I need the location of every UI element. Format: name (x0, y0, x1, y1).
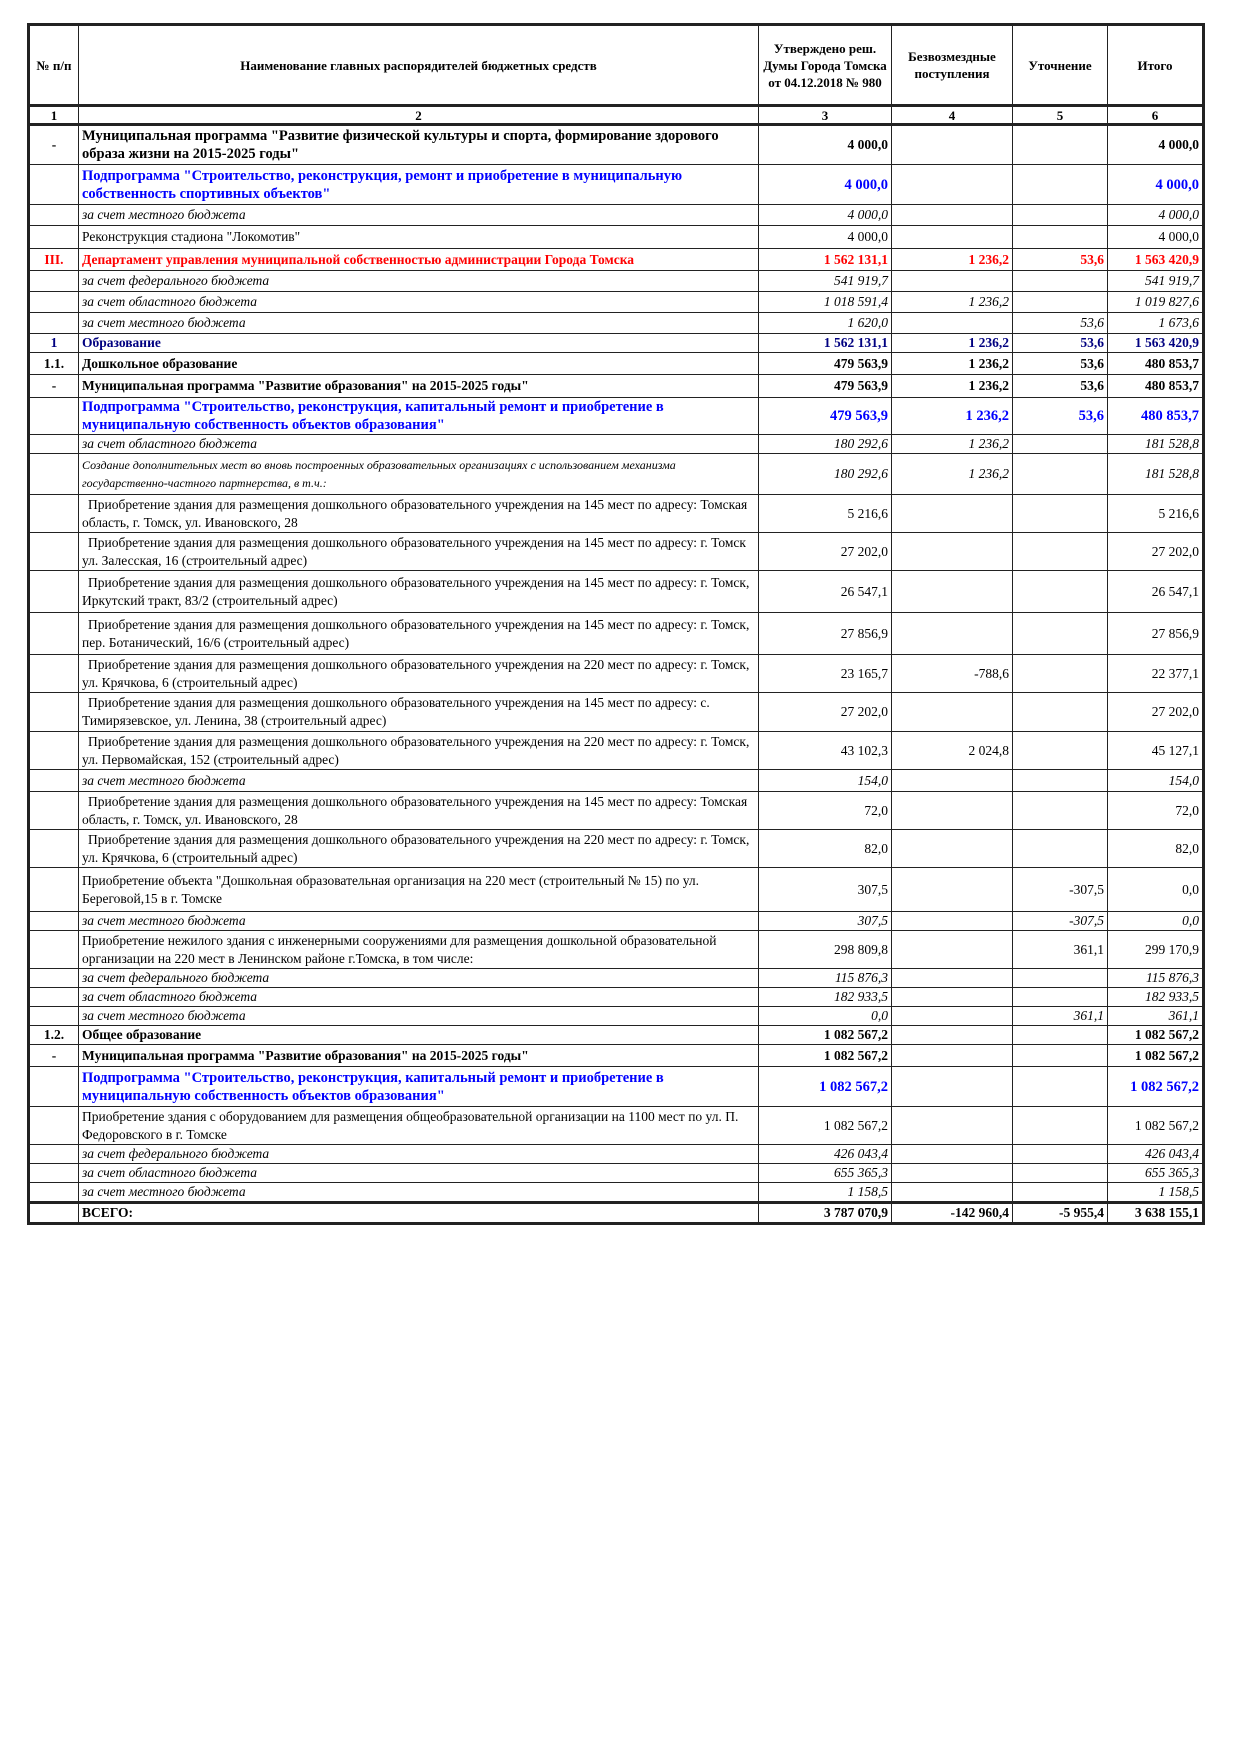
row-adjustment (1013, 454, 1108, 495)
row-grants: 1 236,2 (892, 375, 1013, 398)
row-approved: 154,0 (759, 770, 892, 792)
row-total: 4 000,0 (1108, 125, 1204, 165)
table-row (29, 613, 1204, 655)
table-row (29, 165, 1204, 205)
row-grants (892, 1145, 1013, 1164)
row-adjustment (1013, 770, 1108, 792)
row-grants (892, 1026, 1013, 1045)
row-approved: 182 933,5 (759, 988, 892, 1007)
table-row (29, 1007, 1204, 1026)
row-number: - (29, 125, 79, 165)
row-number (29, 912, 79, 931)
row-total: 1 563 420,9 (1108, 249, 1204, 271)
row-approved: 180 292,6 (759, 435, 892, 454)
table-row (29, 313, 1204, 334)
row-grants (892, 868, 1013, 912)
row-approved: 1 082 567,2 (759, 1067, 892, 1107)
row-approved: 479 563,9 (759, 375, 892, 398)
row-grants (892, 792, 1013, 830)
row-grants (892, 226, 1013, 249)
row-grants: 1 236,2 (892, 249, 1013, 271)
table-row (29, 495, 1204, 533)
row-approved: 655 365,3 (759, 1164, 892, 1183)
row-total: 45 127,1 (1108, 732, 1204, 770)
row-name: за счет федерального бюджета (79, 271, 759, 292)
row-total: 1 082 567,2 (1108, 1045, 1204, 1067)
row-total: 1 673,6 (1108, 313, 1204, 334)
row-adjustment (1013, 292, 1108, 313)
row-grants (892, 533, 1013, 571)
row-adjustment (1013, 1045, 1108, 1067)
row-adjustment (1013, 1107, 1108, 1145)
row-number (29, 792, 79, 830)
row-approved: 26 547,1 (759, 571, 892, 613)
row-approved: 180 292,6 (759, 454, 892, 495)
row-approved: 298 809,8 (759, 931, 892, 969)
column-number: 2 (79, 106, 759, 125)
row-adjustment: 53,6 (1013, 313, 1108, 334)
row-name: за счет областного бюджета (79, 435, 759, 454)
row-adjustment (1013, 830, 1108, 868)
row-total: 1 082 567,2 (1108, 1026, 1204, 1045)
row-name: за счет федерального бюджета (79, 969, 759, 988)
row-name: за счет областного бюджета (79, 1164, 759, 1183)
row-total: 4 000,0 (1108, 165, 1204, 205)
row-number (29, 495, 79, 533)
row-total: 1 082 567,2 (1108, 1067, 1204, 1107)
row-grants (892, 1045, 1013, 1067)
row-name: Муниципальная программа "Развитие образования" на 2015-2025 годы" (79, 1045, 759, 1067)
row-total: 299 170,9 (1108, 931, 1204, 969)
header-name: Наименование главных распорядителей бюджетных средств (79, 25, 759, 106)
row-adjustment: 53,6 (1013, 353, 1108, 375)
row-total: 655 365,3 (1108, 1164, 1204, 1183)
row-name: Приобретение здания для размещения дошкольного образовательного учреждения на 220 мест по адресу: г. Томск, ул. Крячкова, 6 (строительный адрес) (79, 655, 759, 693)
row-name: Муниципальная программа "Развитие образования" на 2015-2025 годы" (79, 375, 759, 398)
row-adjustment (1013, 495, 1108, 533)
table-row (29, 249, 1204, 271)
budget-document-page (27, 23, 1199, 1225)
total-label: ВСЕГО: (79, 1203, 759, 1224)
table-row (29, 912, 1204, 931)
row-number (29, 613, 79, 655)
row-total: 26 547,1 (1108, 571, 1204, 613)
row-adjustment (1013, 271, 1108, 292)
row-grants: 1 236,2 (892, 334, 1013, 353)
total-approved: 3 787 070,9 (759, 1203, 892, 1224)
row-total: 426 043,4 (1108, 1145, 1204, 1164)
row-total: 115 876,3 (1108, 969, 1204, 988)
row-total: 27 202,0 (1108, 693, 1204, 732)
row-total: 154,0 (1108, 770, 1204, 792)
row-number (29, 988, 79, 1007)
row-approved: 1 562 131,1 (759, 334, 892, 353)
row-adjustment (1013, 1164, 1108, 1183)
table-row (29, 655, 1204, 693)
row-approved: 1 082 567,2 (759, 1026, 892, 1045)
table-row (29, 770, 1204, 792)
row-number (29, 1145, 79, 1164)
row-number (29, 693, 79, 732)
row-grants (892, 205, 1013, 226)
row-total: 182 933,5 (1108, 988, 1204, 1007)
row-total: 1 019 827,6 (1108, 292, 1204, 313)
row-approved: 23 165,7 (759, 655, 892, 693)
table-row (29, 1145, 1204, 1164)
table-row (29, 375, 1204, 398)
total-sum: 3 638 155,1 (1108, 1203, 1204, 1224)
row-name: Образование (79, 334, 759, 353)
row-grants (892, 1107, 1013, 1145)
total-number (29, 1203, 79, 1224)
row-number (29, 165, 79, 205)
row-total: 72,0 (1108, 792, 1204, 830)
table-body (29, 125, 1204, 1203)
header-approved: Утверждено реш. Думы Города Томска от 04.12.2018 № 980 (759, 25, 892, 106)
row-number (29, 271, 79, 292)
column-number: 1 (29, 106, 79, 125)
row-name: за счет местного бюджета (79, 770, 759, 792)
row-grants (892, 271, 1013, 292)
row-grants (892, 313, 1013, 334)
row-name: Приобретение нежилого здания с инженерными сооружениями для размещения дошкольной образовательной организации на 220 мест в Ленинском районе г.Томска, в том числе: (79, 931, 759, 969)
row-number: - (29, 375, 79, 398)
row-grants (892, 931, 1013, 969)
row-name: за счет федерального бюджета (79, 1145, 759, 1164)
row-adjustment (1013, 693, 1108, 732)
header-total: Итого (1108, 25, 1204, 106)
row-adjustment (1013, 1145, 1108, 1164)
table-row (29, 732, 1204, 770)
table-row (29, 435, 1204, 454)
row-grants (892, 495, 1013, 533)
row-total: 22 377,1 (1108, 655, 1204, 693)
row-approved: 1 082 567,2 (759, 1045, 892, 1067)
row-number (29, 435, 79, 454)
table-row (29, 931, 1204, 969)
row-number (29, 313, 79, 334)
row-adjustment: 53,6 (1013, 334, 1108, 353)
row-total: 27 202,0 (1108, 533, 1204, 571)
row-grants (892, 1183, 1013, 1203)
row-number (29, 454, 79, 495)
row-name: Приобретение здания для размещения дошкольного образовательного учреждения на 145 мест по адресу: Томская область, г. Томск, ул. Ивановского, 28 (79, 792, 759, 830)
row-grants (892, 770, 1013, 792)
row-adjustment (1013, 165, 1108, 205)
row-total: 1 082 567,2 (1108, 1107, 1204, 1145)
row-approved: 426 043,4 (759, 1145, 892, 1164)
row-number: 1 (29, 334, 79, 353)
row-grants (892, 1067, 1013, 1107)
row-total: 181 528,8 (1108, 454, 1204, 495)
row-number (29, 1183, 79, 1203)
row-approved: 1 082 567,2 (759, 1107, 892, 1145)
row-name: Муниципальная программа "Развитие физической культуры и спорта, формирование здорового образа жизни на 2015-2025 годы" (79, 125, 759, 165)
row-name: Приобретение здания с оборудованием для размещения общеобразовательной организации на 1100 мест по ул. П. Федоровского в г. Томске (79, 1107, 759, 1145)
row-adjustment (1013, 226, 1108, 249)
row-number: - (29, 1045, 79, 1067)
row-number (29, 655, 79, 693)
row-adjustment (1013, 571, 1108, 613)
row-name: Департамент управления муниципальной собственностью администрации Города Томска (79, 249, 759, 271)
row-number (29, 398, 79, 435)
row-grants: 2 024,8 (892, 732, 1013, 770)
row-approved: 1 018 591,4 (759, 292, 892, 313)
table-header-row (29, 25, 1204, 106)
row-total: 480 853,7 (1108, 353, 1204, 375)
row-number: 1.1. (29, 353, 79, 375)
row-adjustment (1013, 732, 1108, 770)
row-adjustment (1013, 125, 1108, 165)
table-row (29, 1026, 1204, 1045)
table-row (29, 969, 1204, 988)
row-approved: 27 856,9 (759, 613, 892, 655)
row-grants (892, 1007, 1013, 1026)
row-grants (892, 613, 1013, 655)
row-approved: 1 158,5 (759, 1183, 892, 1203)
row-grants: 1 236,2 (892, 398, 1013, 435)
row-name: за счет местного бюджета (79, 1007, 759, 1026)
row-total: 0,0 (1108, 912, 1204, 931)
budget-table (27, 23, 1205, 1225)
column-number: 6 (1108, 106, 1204, 125)
table-row (29, 1164, 1204, 1183)
row-total: 480 853,7 (1108, 375, 1204, 398)
row-grants (892, 125, 1013, 165)
row-total: 1 158,5 (1108, 1183, 1204, 1203)
row-name: за счет местного бюджета (79, 1183, 759, 1203)
table-row (29, 125, 1204, 165)
table-row (29, 226, 1204, 249)
row-grants: 1 236,2 (892, 292, 1013, 313)
column-number: 3 (759, 106, 892, 125)
row-grants (892, 693, 1013, 732)
row-name: Приобретение здания для размещения дошкольного образовательного учреждения на 220 мест по адресу: г. Томск, ул. Крячкова, 6 (строительный адрес) (79, 830, 759, 868)
row-adjustment (1013, 1067, 1108, 1107)
table-row (29, 988, 1204, 1007)
row-name: Приобретение здания для размещения дошкольного образовательного учреждения на 145 мест по адресу: г. Томск, пер. Ботанический, 16/6 (строительный адрес) (79, 613, 759, 655)
row-number (29, 830, 79, 868)
row-number: III. (29, 249, 79, 271)
row-grants (892, 988, 1013, 1007)
row-approved: 82,0 (759, 830, 892, 868)
row-adjustment (1013, 435, 1108, 454)
row-adjustment (1013, 988, 1108, 1007)
column-number: 5 (1013, 106, 1108, 125)
header-adjustment: Уточнение (1013, 25, 1108, 106)
row-adjustment (1013, 655, 1108, 693)
row-approved: 307,5 (759, 912, 892, 931)
table-row (29, 454, 1204, 495)
row-approved: 115 876,3 (759, 969, 892, 988)
row-number (29, 533, 79, 571)
row-adjustment: 53,6 (1013, 375, 1108, 398)
table-row (29, 271, 1204, 292)
row-total: 0,0 (1108, 868, 1204, 912)
table-row (29, 1067, 1204, 1107)
row-grants: 1 236,2 (892, 435, 1013, 454)
column-number-row (29, 106, 1204, 125)
row-approved: 5 216,6 (759, 495, 892, 533)
row-approved: 43 102,3 (759, 732, 892, 770)
row-adjustment: 53,6 (1013, 398, 1108, 435)
row-number (29, 1164, 79, 1183)
row-name: за счет областного бюджета (79, 292, 759, 313)
row-name: Дошкольное образование (79, 353, 759, 375)
row-grants (892, 969, 1013, 988)
row-approved: 479 563,9 (759, 353, 892, 375)
row-total: 4 000,0 (1108, 205, 1204, 226)
row-adjustment (1013, 533, 1108, 571)
row-name: Приобретение здания для размещения дошкольного образовательного учреждения на 145 мест по адресу: г. Томск, Иркутский тракт, 83/2 (строительный адрес) (79, 571, 759, 613)
row-name: Приобретение объекта "Дошкольная образовательная организация на 220 мест (строительный № 15) по ул. Береговой,15 в г. Томске (79, 868, 759, 912)
row-approved: 541 919,7 (759, 271, 892, 292)
row-approved: 479 563,9 (759, 398, 892, 435)
row-approved: 1 562 131,1 (759, 249, 892, 271)
row-total: 181 528,8 (1108, 435, 1204, 454)
row-total: 361,1 (1108, 1007, 1204, 1026)
row-number: 1.2. (29, 1026, 79, 1045)
row-adjustment (1013, 1183, 1108, 1203)
total-grants: -142 960,4 (892, 1203, 1013, 1224)
row-name: Подпрограмма "Строительство, реконструкция, капитальный ремонт и приобретение в муниципальную собственность объектов образования" (79, 398, 759, 435)
row-name: Создание дополнительных мест во вновь построенных образовательных организациях с использованием механизма государственно-частного партнерства, в т.ч.: (79, 454, 759, 495)
row-approved: 27 202,0 (759, 533, 892, 571)
row-grants (892, 165, 1013, 205)
row-adjustment: -307,5 (1013, 868, 1108, 912)
row-grants (892, 830, 1013, 868)
row-name: Подпрограмма "Строительство, реконструкция, ремонт и приобретение в муниципальную собственность спортивных объектов" (79, 165, 759, 205)
row-grants (892, 571, 1013, 613)
table-row (29, 830, 1204, 868)
row-approved: 4 000,0 (759, 125, 892, 165)
table-row (29, 571, 1204, 613)
total-adjustment: -5 955,4 (1013, 1203, 1108, 1224)
row-total: 27 856,9 (1108, 613, 1204, 655)
row-number (29, 292, 79, 313)
row-total: 480 853,7 (1108, 398, 1204, 435)
row-grants: 1 236,2 (892, 353, 1013, 375)
row-name: Приобретение здания для размещения дошкольного образовательного учреждения на 220 мест по адресу: г. Томск, ул. Первомайская, 152 (строительный адрес) (79, 732, 759, 770)
row-number (29, 1107, 79, 1145)
row-total: 4 000,0 (1108, 226, 1204, 249)
row-name: Общее образование (79, 1026, 759, 1045)
row-number (29, 969, 79, 988)
table-row (29, 398, 1204, 435)
table-row (29, 533, 1204, 571)
row-adjustment: -307,5 (1013, 912, 1108, 931)
row-number (29, 1067, 79, 1107)
table-row (29, 1183, 1204, 1203)
table-row (29, 1107, 1204, 1145)
row-approved: 307,5 (759, 868, 892, 912)
row-total: 1 563 420,9 (1108, 334, 1204, 353)
row-name: за счет местного бюджета (79, 313, 759, 334)
row-grants (892, 912, 1013, 931)
header-number: № п/п (29, 25, 79, 106)
table-row (29, 792, 1204, 830)
row-number (29, 571, 79, 613)
row-adjustment: 361,1 (1013, 931, 1108, 969)
row-adjustment (1013, 613, 1108, 655)
table-row (29, 353, 1204, 375)
row-number (29, 226, 79, 249)
row-number (29, 732, 79, 770)
row-name: за счет местного бюджета (79, 205, 759, 226)
row-number (29, 770, 79, 792)
row-number (29, 1007, 79, 1026)
row-total: 82,0 (1108, 830, 1204, 868)
row-adjustment (1013, 969, 1108, 988)
table-row (29, 292, 1204, 313)
table-row (29, 693, 1204, 732)
row-approved: 4 000,0 (759, 165, 892, 205)
total-row (29, 1203, 1204, 1224)
row-approved: 72,0 (759, 792, 892, 830)
row-name: Подпрограмма "Строительство, реконструкция, капитальный ремонт и приобретение в муниципальную собственность объектов образования" (79, 1067, 759, 1107)
row-name: за счет местного бюджета (79, 912, 759, 931)
row-total: 5 216,6 (1108, 495, 1204, 533)
row-number (29, 205, 79, 226)
header-grants: Безвозмездные поступления (892, 25, 1013, 106)
table-row (29, 1045, 1204, 1067)
row-adjustment: 361,1 (1013, 1007, 1108, 1026)
row-total: 541 919,7 (1108, 271, 1204, 292)
row-grants: 1 236,2 (892, 454, 1013, 495)
table-row (29, 205, 1204, 226)
table-row (29, 868, 1204, 912)
row-name: Реконструкция стадиона "Локомотив" (79, 226, 759, 249)
row-approved: 4 000,0 (759, 205, 892, 226)
row-adjustment (1013, 1026, 1108, 1045)
row-grants (892, 1164, 1013, 1183)
row-adjustment (1013, 792, 1108, 830)
row-name: Приобретение здания для размещения дошкольного образовательного учреждения на 145 мест по адресу: г. Томск ул. Залесская, 16 (строительный адрес) (79, 533, 759, 571)
row-approved: 27 202,0 (759, 693, 892, 732)
row-name: за счет областного бюджета (79, 988, 759, 1007)
row-number (29, 868, 79, 912)
table-row (29, 334, 1204, 353)
row-approved: 1 620,0 (759, 313, 892, 334)
row-approved: 0,0 (759, 1007, 892, 1026)
row-adjustment: 53,6 (1013, 249, 1108, 271)
row-adjustment (1013, 205, 1108, 226)
row-approved: 4 000,0 (759, 226, 892, 249)
row-number (29, 931, 79, 969)
column-number: 4 (892, 106, 1013, 125)
row-name: Приобретение здания для размещения дошкольного образовательного учреждения на 145 мест по адресу: Томская область, г. Томск, ул. Ивановского, 28 (79, 495, 759, 533)
row-name: Приобретение здания для размещения дошкольного образовательного учреждения на 145 мест по адресу: с. Тимирязевское, ул. Ленина, 38 (строительный адрес) (79, 693, 759, 732)
row-grants: -788,6 (892, 655, 1013, 693)
